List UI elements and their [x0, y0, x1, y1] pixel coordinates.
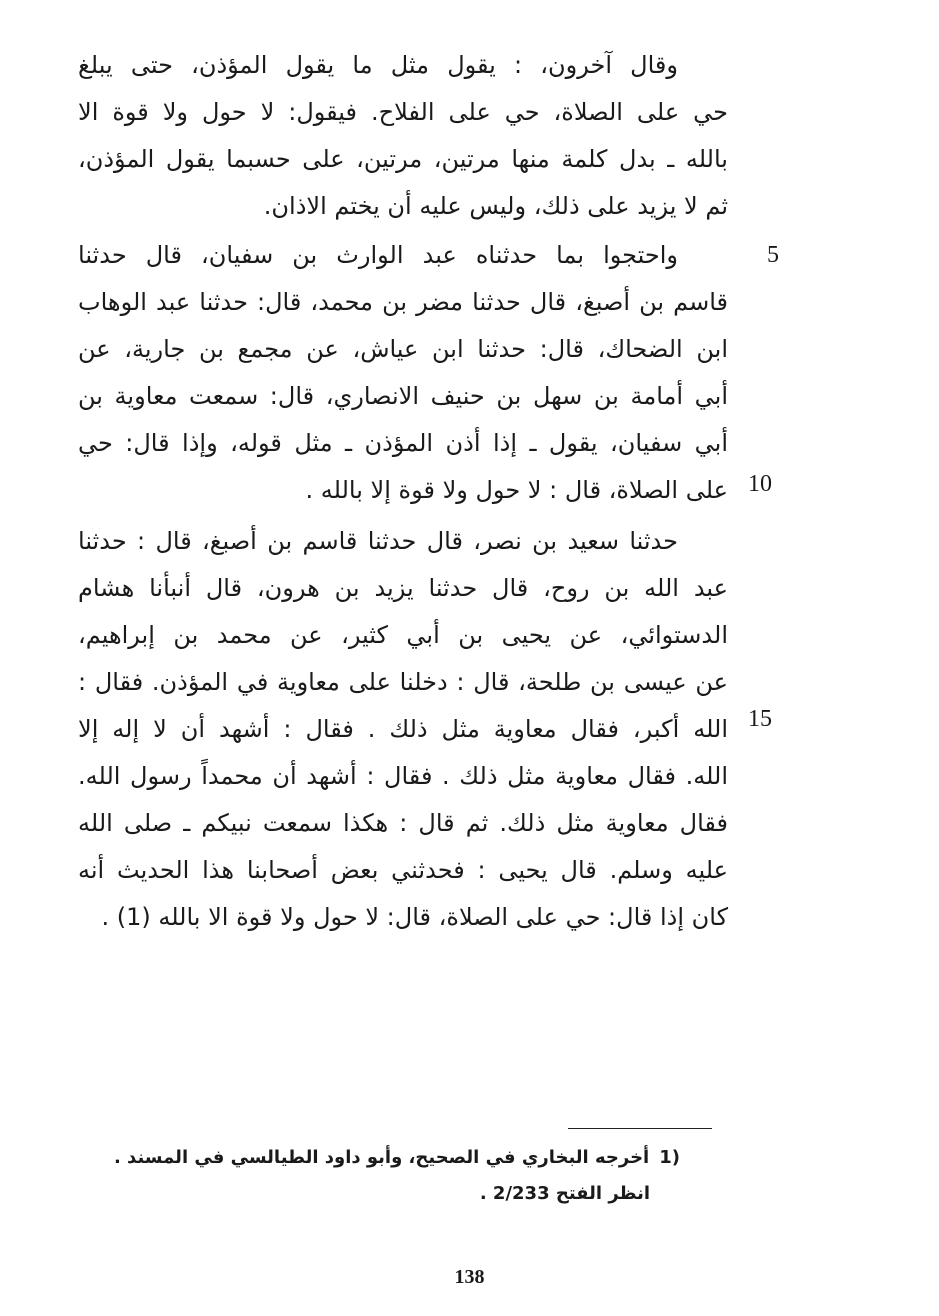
- text-line: الله. فقال معاوية مثل ذلك . فقال : أشهد أن محمداً رسول الله.: [78, 762, 728, 790]
- text-line: كان إذا قال: حي على الصلاة، قال: لا حول ولا قوة الا بالله (1) .: [101, 903, 728, 931]
- paragraph-1: [78, 42, 728, 230]
- text-line: ثم لا يزيد على ذلك، وليس عليه أن يختم الاذان.: [263, 192, 728, 220]
- line-number: 15: [748, 706, 772, 732]
- footnote-separator: [568, 1128, 712, 1129]
- text-line: عليه وسلم. قال يحيى : فحدثني بعض أصحابنا هذا الحديث أنه: [78, 856, 728, 884]
- text-line: عبد الله بن روح، قال حدثنا يزيد بن هرون، قال أنبأنا هشام: [78, 574, 728, 602]
- paragraph-2: [78, 232, 728, 514]
- paragraph-3: [78, 518, 728, 941]
- text-line: قاسم بن أصبغ، قال حدثنا مضر بن محمد، قال: حدثنا عبد الوهاب: [78, 288, 728, 316]
- page-number: 138: [454, 1266, 485, 1288]
- text-line: عن عيسى بن طلحة، قال : دخلنا على معاوية في المؤذن. فقال :: [78, 668, 728, 696]
- footnote-1-continuation: انظر الفتح 2/233 .: [479, 1183, 650, 1204]
- text-line: حي على الصلاة، حي على الفلاح. فيقول: لا حول ولا قوة الا: [78, 98, 728, 126]
- text-line: أبي سفيان، يقول ـ إذا أذن المؤذن ـ مثل قوله، وإذا قال: حي: [78, 429, 728, 457]
- text-line: فقال معاوية مثل ذلك. ثم قال : هكذا سمعت نبيكم ـ صلى الله: [78, 809, 728, 837]
- footnote-text: أخرجه البخاري في الصحيح، وأبو داود الطيالسي في المسند .: [113, 1147, 650, 1168]
- text-line: الله أكبر، فقال معاوية مثل ذلك . فقال : أشهد أن لا إله إلا: [78, 715, 728, 743]
- text-line: حدثنا سعيد بن نصر، قال حدثنا قاسم بن أصبغ، قال : حدثنا: [78, 527, 678, 555]
- text-line: واحتجوا بما حدثناه عبد الوارث بن سفيان، قال حدثنا: [78, 241, 678, 269]
- line-number: 5: [767, 242, 779, 268]
- text-line: الدستوائي، عن يحيى بن أبي كثير، عن محمد بن إبراهيم،: [78, 621, 728, 649]
- text-line: أبي أمامة بن سهل بن حنيف الانصاري، قال: سمعت معاوية بن: [78, 382, 728, 410]
- footnotes: [113, 1140, 680, 1212]
- text-line: على الصلاة، قال : لا حول ولا قوة إلا بالله .: [305, 476, 728, 504]
- text-line: بالله ـ بدل كلمة منها مرتين، مرتين، على حسبما يقول المؤذن،: [78, 145, 728, 173]
- text-line: ابن الضحاك، قال: حدثنا ابن عياش، عن مجمع بن جارية، عن: [78, 335, 728, 363]
- text-line: وقال آخرون، : يقول مثل ما يقول المؤذن، حتى يبلغ: [78, 51, 678, 79]
- footnote-marker: 1): [659, 1147, 680, 1168]
- footnote-1: [113, 1140, 680, 1176]
- line-number: 10: [748, 471, 772, 497]
